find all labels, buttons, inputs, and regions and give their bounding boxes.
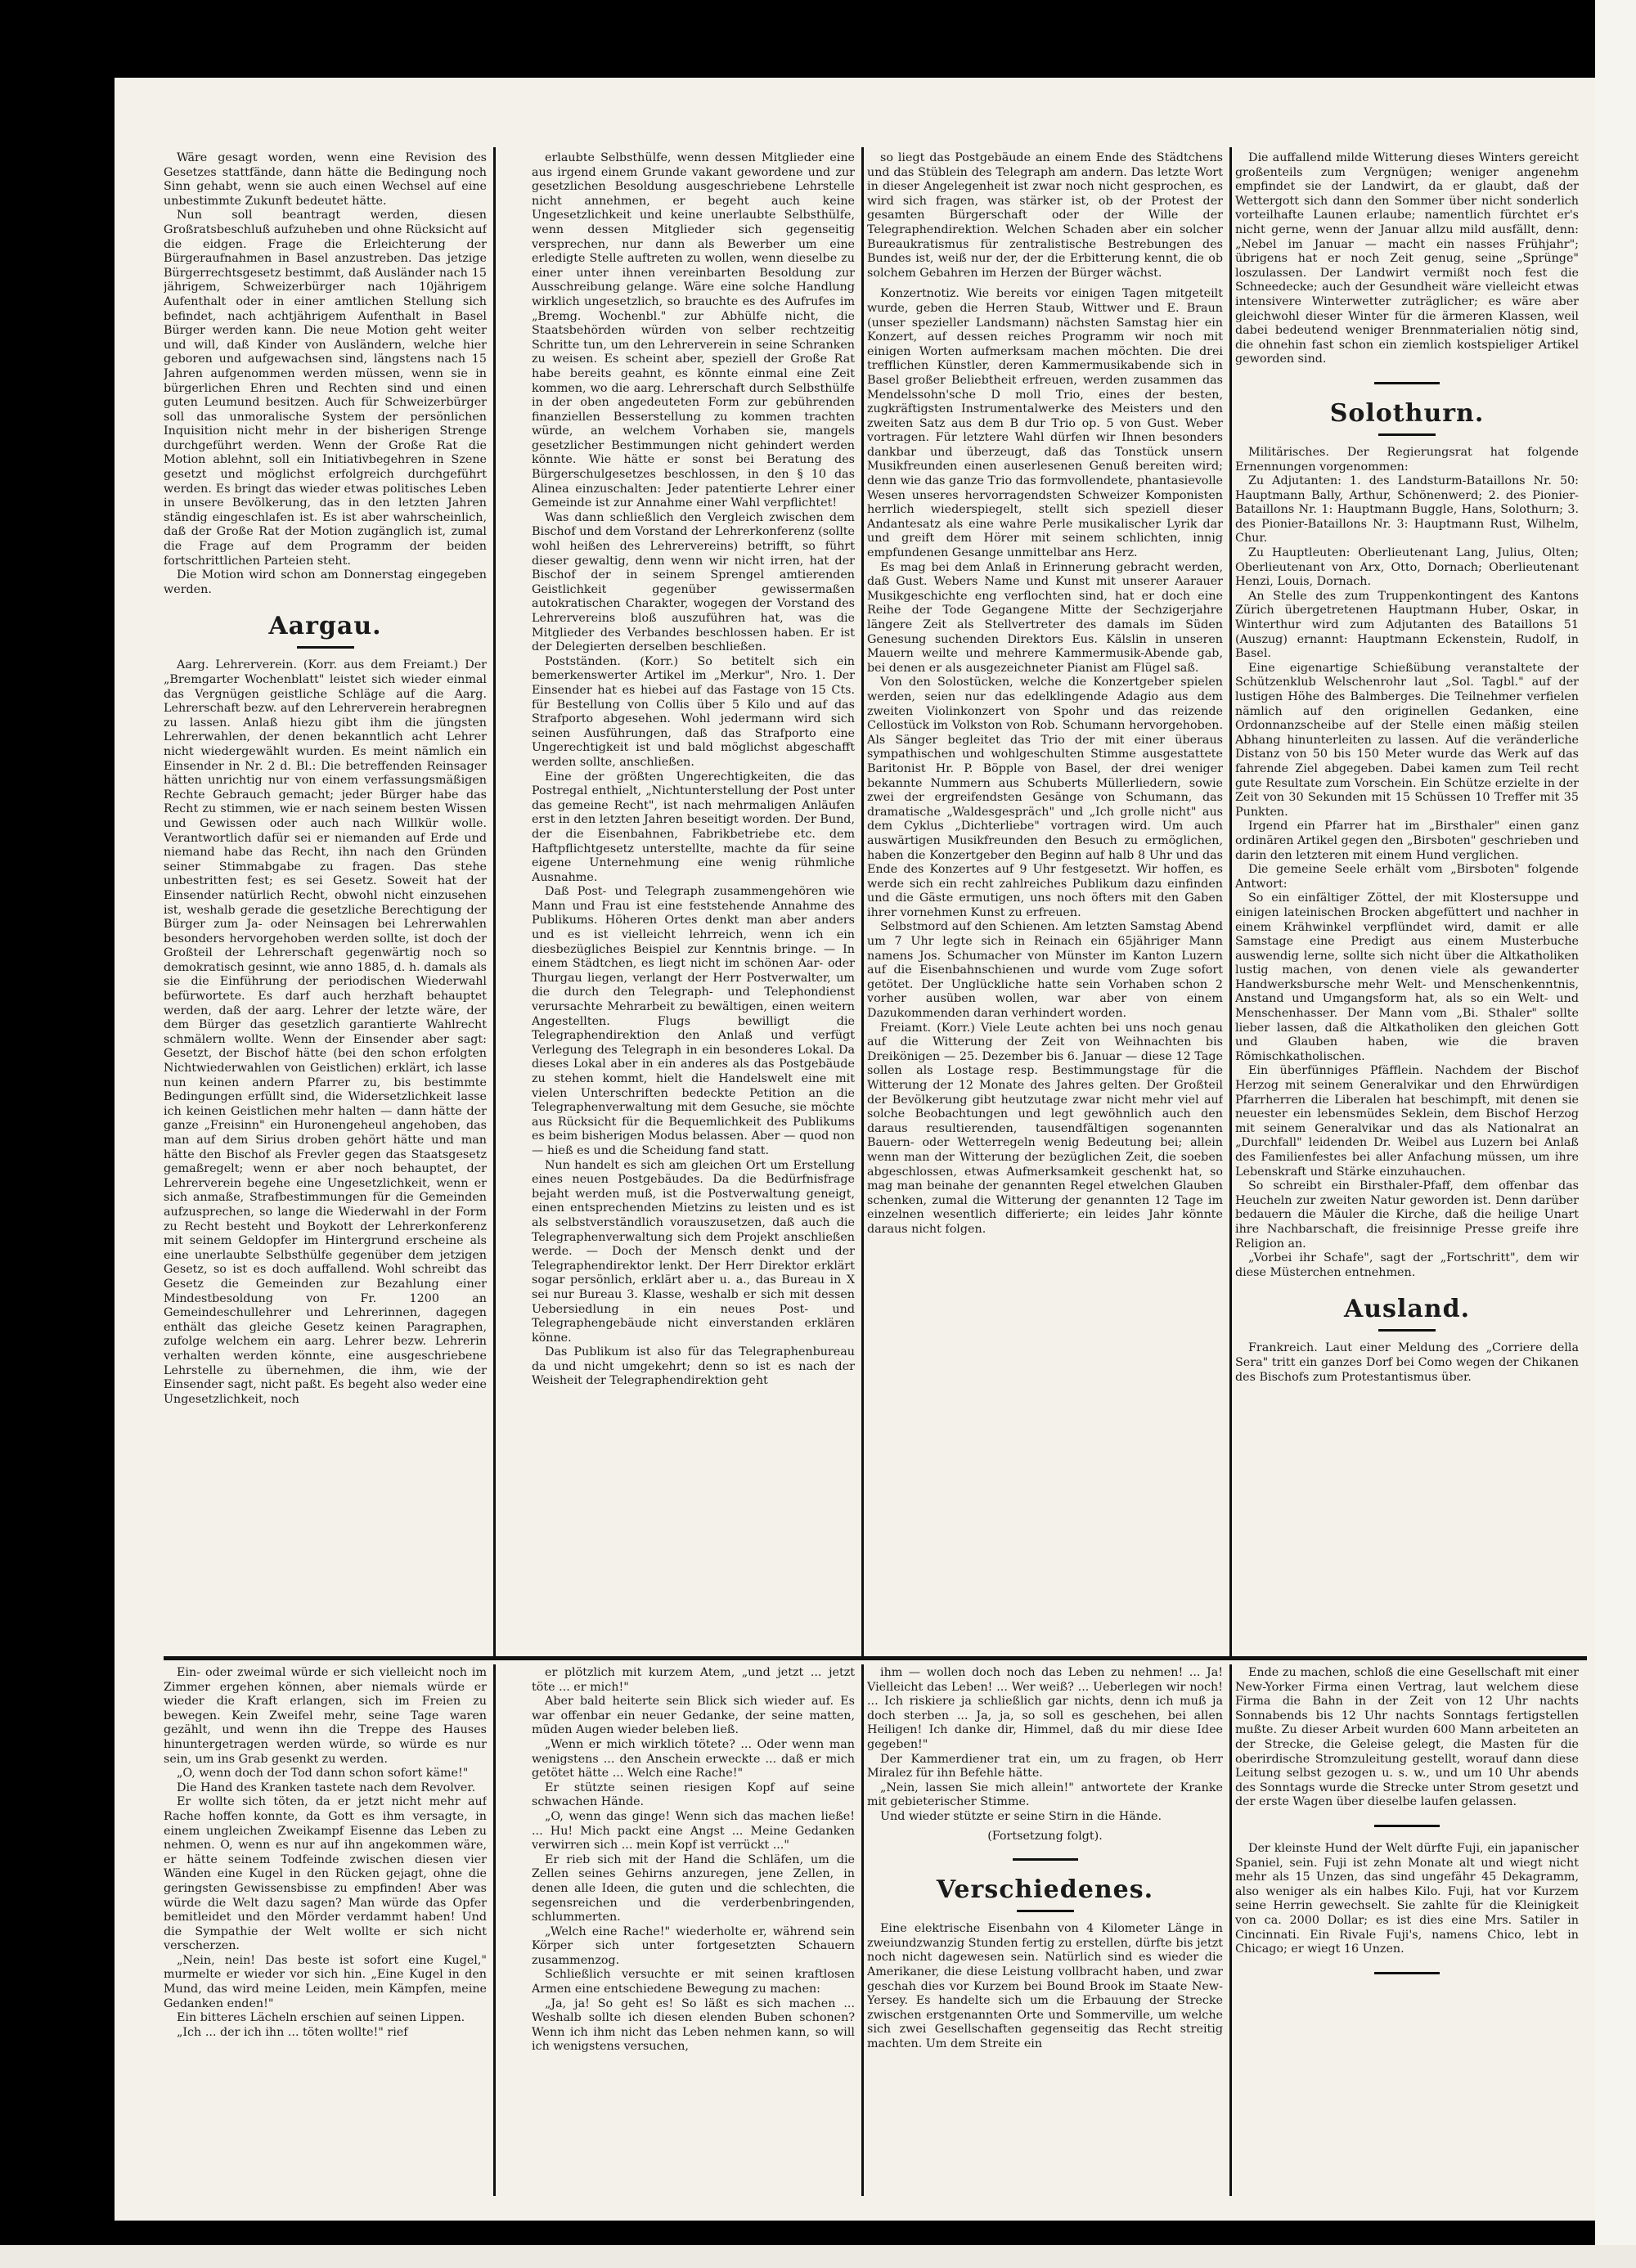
paragraph: „Wenn er mich wirklich tötete? ... Oder wenn man wenigstens ... den Anschein erweckte ... daß er mich getötet hätte ... Welch eine Rache!" [532,1737,855,1781]
paragraph: Von den Solostücken, welche die Konzertgeber spielen werden, seien nur das edelklingende Adagio aus dem zweiten Violinkonzert von Spohr und das reizende Cellostück im Volkston von Rob. Schumann hervorgehoben. Als Sänger begleitet das Trio der mit einer überaus sympathischen und wohlgeschulten Stimme ausgestattete Baritonist Hr. P. Böpple von Basel, der drei weniger bekannte Nummern aus Schuberts Müllerliedern, sowie zwei der ergreifendsten Gesänge von Schumann, das dramatische „Waldesgespräch" und „Ich grolle nicht" aus dem Cyklus „Dichterliebe" vortragen wird. Um auch auswärtigen Musikfreunden den Besuch zu ermöglichen, haben die Konzertgeber den Beginn auf halb 8 Uhr und das Ende des Konzertes auf 9 Uhr festgesetzt. Wir hoffen, es werde sich ein recht zahlreiches Publikum dazu einfinden und die Gäste ermutigen, uns noch öfters mit den Gaben ihrer vornehmen Kunst zu erfreuen. [867,676,1223,919]
paragraph: „Ja, ja! So geht es! So läßt es sich machen ... Weshalb sollte ich diesen elenden Buben schonen? Wenn ich ihm nicht das Leben nehmen kann, so will ich wenigstens versuchen, [532,1996,855,2054]
column-2 [532,151,855,1652]
article-konzertnotiz: Konzertnotiz. Wie bereits vor einigen Tagen mitgeteilt wurde, geben die Herren Staub, Wittwer und E. Braun (unser spezieller Landsmann) nächsten Samstag hier ein Konzert, auf dessen reiches Programm wir noch mit einigen Worten aufmerksam machen möchten. Die drei trefflichen Künstler, deren Kammermusikabende sich in Basel großer Beliebtheit erfreuen, werden zusammen das Mendelssohn'sche D moll Trio, eines der besten, zugkräftigsten Instrumentalwerke des Meisters und den zweiten Satz aus dem B dur Trio op. 5 von Gust. Weber vortragen. Für letztere Wahl dürfen wir Ihnen besonders dankbar und überzeugt, daß das Tonstück unsern Musikfreunden einen auserlesenen Genuß bereiten wird; denn wie das ganze Trio das formvollendete, phantasievolle Wesen unseres hervorragendsten Schweizer Komponisten herrlich wiederspiegelt, stellt sich speziell dieser Andantesatz als eine wahre Perle musikalischer Lyrik dar und greift dem Hörer mit seinem schlichten, innig empfundenen Gesange unmittelbar ans Herz. [867,287,1223,560]
column-rule [493,147,496,1656]
paragraph: So schreibt ein Birsthaler-Pfaff, dem offenbar das Heucheln zur zweiten Natur geworden ist. Denn darüber bedauern die Mäuler die Kirche, daß die heilige Unart ihre Nachbarschaft, die freisinnige Presse greife ihre Religion an. [1235,1179,1579,1251]
column-4 [1235,151,1579,1652]
section-heading: Ausland. [1235,1295,1579,1332]
paragraph: Nun handelt es sich am gleichen Ort um Erstellung eines neuen Postgebäudes. Da die Bedürfnisfrage bejaht werden muß, ist die Postverwaltung geneigt, einen entsprechenden Mietzins zu leisten und es ist als selbstverständlich vorauszusetzen, daß auch die Telegraphenverwaltung sich dem Projekt anschließen werde. — Doch der Mensch denkt und der Telegraphendirektor lenkt. Der Herr Direktor erklärt sogar persönlich, erklärt aber u. a., das Bureau in X sei nur Bureau 3. Klasse, weshalb er sich mit dessen Uebersiedlung in ein neues Post- und Telegraphengebäude nicht einverstanden erklären könne. [532,1158,855,1345]
paragraph: „O, wenn das ginge! Wenn sich das machen ließe! ... Hu! Mich packt eine Angst ... Meine Gedanken verwirren sich ... mein Kopf ist verrückt ..." [532,1809,855,1853]
article-kleinster-hund: Der kleinste Hund der Welt dürfte Fuji, ein japanischer Spaniel, sein. Fuji ist zehn Monate alt und wiegt nicht mehr als 15 Unzen, das sind ungefähr 45 Dekagramm, also weniger als ein halbes Kilo. Fuji, hat vor Kurzem seine Herrin gewechselt. Sie zahlte für die Kleinigkeit von ca. 2000 Dollar; es ist dies eine Mrs. Satiler in Cincinnati. Ein Rivale Fuji's, namens Chico, lebt in Chicago; er wiegt 16 Unzen. [1235,1841,1579,1956]
paragraph: Zu Adjutanten: 1. des Landsturm-Bataillons Nr. 50: Hauptmann Bally, Arthur, Schönenwerd; 2. des Pionier-Bataillons Nr. 1: Hauptmann Buggle, Hans, Solothurn; 3. des Pionier-Bataillons Nr. 3: Hauptmann Rust, Wilhelm, Chur. [1235,474,1579,546]
column-rule [861,1664,864,2196]
paragraph: er plötzlich mit kurzem Atem, „und jetzt ... jetzt töte ... er mich!" [532,1666,855,1694]
feuilleton-column-2 [532,1666,855,2194]
paragraph: Das Publikum ist also für das Telegraphenbureau da und nicht umgekehrt; denn so ist es nach der Weisheit der Telegraphendirektion geht [532,1345,855,1388]
column-rule [1229,1664,1232,2196]
article-schiessuebung: Eine eigenartige Schießübung veranstaltete der Schützenklub Welschenrohr laut „Sol. Tagbl." auf der lustigen Höhe des Balmberges. Die Teilnehmer verfielen nämlich auf den originellen Gedanken, eine Ordonnanzscheibe auf der Stelle einen mäßig steilen Abhang hinunterleiten zu lassen. Auf die veränderliche Distanz von 50 bis 150 Meter wurde das Werk auf das fahrende Ziel abgegeben. Dabei kamen zum Teil recht gute Resultate zum Vorschein. Ein Schütze erzielte in der Zeit von 30 Sekunden mit 15 Schüssen 10 Treffer mit 35 Punkten. [1235,661,1579,819]
article-pfaefflein: Ein überfünniges Pfäfflein. Nachdem der Bischof Herzog mit seinem Generalvikar und den Ehrwürdigen Pfarrherren die Liberalen hat beschimpft, mit denen sie neuester ein lebensmüdes Seklein, dem Bischof Herzog mit seinem Generalvikar und das als Nationalrat an „Durchfall" leidenden Dr. Weibel aus Luzern bei Anlaß des Familienfestes bei aller Anfachung müssen, um ihre Lebenskraft und Stärke einzuhauchen. [1235,1064,1579,1179]
divider [1374,1972,1440,1974]
column-rule [493,1664,496,2196]
paragraph: An Stelle des zum Truppenkontingent des Kantons Zürich übergetretenen Hauptmann Huber, Oskar, in Winterthur wird zum Adjutanten des Bataillons 51 (Auszug) ernannt: Hauptmann Eckenstein, Rudolf, in Basel. [1235,589,1579,661]
paragraph: Was dann schließlich den Vergleich zwischen dem Bischof und dem Vorstand der Lehrerkonferenz (sollte wohl heißen des Lehrervereins) betrifft, so führt dieser gewaltig, denn wenn wir nicht irren, hat der Bischof der in seinem Sprengel amtierenden Geistlichkeit gegenüber gewissermaßen autokratischen Charakter, wogegen der Vorstand des Lehrervereins bloß auszuführen hat, was die Mitglieder des Verbandes beschlossen haben. Er ist der Delegierten derselben beschließen. [532,510,855,654]
section-heading: Aargau. [164,612,487,649]
paragraph: erlaubte Selbsthülfe, wenn dessen Mitglieder eine aus irgend einem Grunde vakant gewordene und zur gesetzlichen Besoldung ausgeschriebene Lehrstelle nicht annehmen, er begeht auch keine Ungesetzlichkeit und keine unerlaubte Selbsthülfe, wenn dessen Mitglieder sich gegenseitig versprechen, nur dann als Bewerber um eine erledigte Stelle auftreten zu wollen, wenn dieselbe zu einer unter ihnen vereinbarten Besoldung zur Ausschreibung gelange. Wäre eine solche Handlung wirklich ungesetzlich, so brauchte es des Aufrufes im „Bremg. Wochenbl." zur Abhülfe nicht, die Staatsbehörden würden von selber rechtzeitig Schritte tun, um den Lehrerverein in seine Schranken zu weisen. Es scheint aber, speziell der Große Rat habe bereits geahnt, es könnte einmal eine Zeit kommen, wo die aarg. Lehrerschaft durch Selbsthülfe in der oben angedeuteten Form zur gebührenden finanziellen Besserstellung zu kommen trachten würde, an welchem Vorhaben sie, mangels gesetzlicher Bestimmungen nicht gehindert werden könnte. Wie hätte er sonst bei Beratung des Bürgerschulgesetzes beschlossen, in den § 10 das Alinea einzuschalten: Jeder patentierte Lehrer einer Gemeinde ist zur Annahme einer Wahl verpflichtet! [532,151,855,510]
column-rule [1229,147,1232,1656]
paragraph: „O, wenn doch der Tod dann schon sofort käme!" [177,1767,469,1781]
paragraph: Die Motion wird schon am Donnerstag eingegeben werden. [164,568,487,596]
paragraph: Eine der größten Ungerechtigkeiten, die das Postregal enthielt, „Nichtunterstellung der Post unter das gemeine Recht", ist nach mehrmaligen Anläufen erst in den letzten Jahren beseitigt worden. Der Bund, der die Eisenbahnen, Fabrikbetriebe etc. dem Haftpflichtgesetz unterstellte, machte da für seine eigene Unternehmung eine wenig rühmliche Ausnahme. [532,770,855,884]
section-heading: Verschiedenes. [867,1875,1223,1912]
article-selbstmord: Selbstmord auf den Schienen. Am letzten Samstag Abend um 7 Uhr legte sich in Reinach ein 65jähriger Mann namens Jos. Schumacher von Münster im Kanton Luzern auf die Eisenbahnschienen und wurde vom Zuge sofort getötet. Der Unglückliche hatte sein Vorhaben schon 2 vorher ausüben wollen, war aber von einem Dazukommenden daran verhindert worden. [867,920,1223,1021]
page-bottom-edge [0,2245,1636,2268]
paragraph: So ein einfältiger Zöttel, der mit Klostersuppe und einigen lateinischen Brocken abgefüttert und nachher in einem Krähwinkel verpflündet wird, damit er alle Samstage eine Predigt aus einem Musterbuche auswendig lerne, sollte sich nicht über die Altkatholiken lustig machen, von denen viele als gewanderter Handwerksbursche mehr Welt- und Menschenkenntnis, Anstand und Umgangsform hat, als so ein Welt- und Menschenhasser. Der Mann vom „Bi. Sthaler" sollte lieber lassen, daß die Altkatholiken den gleichen Gott und Glauben haben, wie die braven Römischkatholischen. [1235,891,1579,1063]
paragraph: Und wieder stützte er seine Stirn in die Hände. [880,1809,1162,1823]
paragraph: „Nein, lassen Sie mich allein!" antwortete der Kranke mit gebieterischer Stimme. [867,1781,1223,1809]
column-rule [861,147,864,1656]
paragraph: Aber bald heiterte sein Blick sich wieder auf. Es war offenbar ein neuer Gedanke, der seine matten, müden Augen wieder beleben ließ. [532,1695,855,1737]
paragraph: Der Kammerdiener trat ein, um zu fragen, ob Herr Miralez für ihn Befehle hätte. [867,1752,1223,1781]
paragraph: Zu Hauptleuten: Oberlieutenant Lang, Julius, Olten; Oberlieutenant von Arx, Otto, Dornach; Oberlieutenant Henzi, Louis, Dornach. [1235,546,1579,589]
feuilleton-column-3 [867,1666,1223,2194]
column-1 [164,151,487,1652]
paragraph: Die auffallend milde Witterung dieses Winters gereicht großenteils zum Vergnügen; weniger angenehm empfindet sie der Landwirt, da er glaubt, daß der Wettergott sich dann den Sommer über nicht sonderlich vorteilhafte Launen erlaube; namentlich fürchtet er's nicht gerne, wenn der Januar allzu mild ausfällt, denn: „Nebel im Januar — macht ein nasses Frühjahr"; übrigens hat er noch Zeit genug, seine „Sprünge" loszulassen. Der Landwirt vermißt noch fest die Schneedecke; auch der Gesundheit wäre vielleicht etwas intensivere Winterwetter zuträglicher; es wäre aber gleichwohl dieser Winter für die ärmeren Klassen, weil dabei bedeutend weniger Brennmaterialien nötig sind, die ohnehin fast schon ein ziemlich kostspieliger Artikel geworden sind. [1235,151,1579,366]
paragraph: Nun soll beantragt werden, diesen Großratsbeschluß aufzuheben und ohne Rücksicht auf die eidgen. Frage die Erleichterung der Bürgeraufnahmen in Basel anzustreben. Das jetzige Bürgerrechtsgesetz bestimmt, daß Ausländer nach 15 jährigem, Schweizerbürger nach 10jährigem Aufenthalt oder in einer amtlichen Stellung sich befindet, nach achtjährigem Aufenthalt in Basel Bürger werden kann. Die neue Motion geht weiter und will, daß Kinder von Ausländern, welche hier geboren und aufgewachsen sind, längstens nach 15 Jahren aufgenommen werden müssen, wenn sie in bürgerlichen Ehren und Rechten sind und einen guten Leumund besitzen. Auch für Schweizerbürger soll das unmoralische System der persönlichen Inquisition nicht mehr in der bisherigen Strenge durchgeführt werden. Wenn der Große Rat die Motion ablehnt, soll ein Initiativbegehren in Szene gesetzt und möglichst erfolgreich durchgeführt werden. Es bringt das wieder etwas politisches Leben in unsere Bevölkerung, das in den letzten Jahren ständig eingeschlafen ist. Es ist aber wahrscheinlich, daß der Große Rat der Motion zugänglich ist, zumal die Frage auf dem Programm der beiden fortschrittlichen Parteien steht. [164,209,487,568]
paragraph: Es mag bei dem Anlaß in Erinnerung gebracht werden, daß Gust. Webers Name und Kunst mit unserer Aarauer Musikgeschichte eng verflochten sind, hat er doch eine Reihe der Tode Gegangene Mitte der Sechzigerjahre längere Zeit als Stellvertreter des damals im Süden Genesung suchenden Direktors Eus. Kälslin in unseren Mauern weilte und mehrere Kammermusik-Abende gab, bei denen er als ausgezeichneter Pianist am Flügel saß. [867,560,1223,675]
section-heading: Solothurn. [1235,399,1579,436]
paragraph: Ein bitteres Lächeln erschien auf seinen Lippen. [177,2011,465,2025]
paragraph: ihm — wollen doch noch das Leben zu nehmen! ... Ja! Vielleicht das Leben! ... Wer weiß? ... Ueberlegen wir noch! ... Ich riskiere ja schließlich gar nichts, denn ich muß ja doch sterben ... Ja, ja, so soll es geschehen, bei allen Heiligen! Ich danke dir, Himmel, daß du mir diese Idee gegeben!" [867,1666,1223,1751]
continuation-note: (Fortsetzung folgt). [987,1829,1103,1843]
article-lehrerverein: Aarg. Lehrerverein. (Korr. aus dem Freiamt.) Der „Bremgarter Wochenblatt" leistet sich wieder einmal das Vergnügen geistliche Schläge auf die Aarg. Lehrerschaft bezw. auf den Lehrerverein herabregnen zu lassen. Anlaß hiezu gibt ihm die jüngsten Lehrerwahlen, der denen bekanntlich acht Lehrer nicht wiedergewählt wurden. Es meint nämlich ein Einsender in Nr. 2 d. Bl.: Die betreffenden Reinsager hätten unrichtig nur von einem verfassungsmäßigen Rechte Gebrauch gemacht; jeder Bürger habe das Recht zu stimmen, wie er nach seinem besten Wissen und Gewissen oder auch nach Willkür wolle. Verantwortlich dafür sei er niemanden auf Erde und niemand habe das Recht, ihn nach den Gründen seiner Stimmabgabe zu fragen. Das stehe unbestritten fest; es sei Gesetz. Soweit hat der Einsender natürlich Recht, obwohl nicht einzusehen ist, weshalb gerade die gesetzliche Berechtigung der Bürger zum Ja- oder Neinsagen bei Lehrerwahlen besonders hervorgehoben werden sollte, ist doch der Großteil der Lehrerschaft gegenwärtig noch so demokratisch gesinnt, wie anno 1885, d. h. damals als sie die Einführung der periodischen Wiederwahl befürwortete. Es darf auch herzhaft behauptet werden, daß der aarg. Lehrer der letzte wäre, der dem Bürger das gesetzlich garantierte Wahlrecht schmälern wollte. Wenn der Einsender aber sagt: Gesetzt, der Bischof hätte (bei den schon erfolgten Nichtwiederwahlen von Geistlichen) erklärt, ich lasse nun keinen andern Pfarrer zu, bis bestimmte Bedingungen erfüllt sind, die Widersetzlichkeit lasse ich keinen Geistlichen mehr halten — dann hätte der ganze „Freisinn" ein Huronengeheul angehoben, das man auf dem Sirius droben gehört hätte und man hätte den Bischof als Frevler gegen das Staatsgesetz gemaßregelt; wenn er aber noch behauptet, der Lehrerverein begehe eine Ungesetzlichkeit, wenn er sich anmaße, Strafbestimmungen für die Gemeinden aufzusprechen, so lange die Wiederwahl in der Form zu Recht besteht und Boykott der Lehrerkonferenz mit seinem Geldopfer im Hintergrund erscheine als eine unerlaubte Selbsthülfe gegenüber dem jetzigen Gesetz, so ist es doch auffallend. Wohl schreibt das Gesetz die Gemeinden zur Bezahlung einer Mindestbesoldung von Fr. 1200 an Gemeindeschullehrer und Lehrerinnen, dagegen enthält das gleiche Gesetz keinen Paragraphen, zufolge welchem ein aarg. Lehrer bezw. Lehrerin verhalten werden könnte, eine ausgeschriebene Lehrstelle zu übernehmen, die ihm, wie der Einsender sagt, nicht paßt. Es begeht also weder eine Ungesetzlichkeit, noch [164,658,487,1406]
article-pfarrer: Irgend ein Pfarrer hat im „Birsthaler" einen ganz ordinären Artikel gegen den „Birsboten" geschrieben und darin den letzteren mit einem Hund verglichen. [1235,820,1579,862]
paragraph: Daß Post- und Telegraph zusammengehören wie Mann und Frau ist eine feststehende Annahme des Publikums. Höheren Ortes denkt man aber anders und es ist vielleicht lehrreich, wenn ich ein diesbezügliches Beispiel zur Kenntnis bringe. — In einem Städtchen, es liegt nicht im schönen Aar- oder Thurgau liegen, verlangt der Herr Postverwalter, um die durch den Telegraph- und Telephondienst verursachte Mehrarbeit zu bewältigen, einen weitern Angestellten. Flugs bewilligt die Telegraphendirektion den Anlaß und verfügt Verlegung des Telegraph in ein besonderes Lokal. Da dieses Lokal aber in ein anderes als das Postgebäude zu stehen kommt, hielt die Handelswelt eine mit vielen Unterschriften bedeckte Petition an die Telegraphenverwaltung mit dem Gesuche, sie möchte aus Rücksicht für die Bequemlichkeit des Publikums es beim bisherigen Modus belassen. Aber — quod non — hieß es und die Scheidung fand statt. [532,885,855,1157]
paragraph: Er rieb sich mit der Hand die Schläfen, um die Zellen seines Gehirns anzuregen, jene Zellen, in denen alle Ideen, die guten und die schlechten, die segensreichen und die verderbenbringenden, schlummerten. [532,1853,855,1924]
paragraph: Ende zu machen, schloß die eine Gesellschaft mit einer New-Yorker Firma einen Vertrag, laut welchem diese Firma die Bahn in der Zeit von 12 Uhr nachts Sonnabends bis 12 Uhr nachts Sonntags fertigstellen mußte. Zu dieser Arbeit wurden 600 Mann arbeiteten an der Strecke, die Geleise gelegt, die Masten für die oberirdische Stromzuleitung gestellt, worauf dann diese Leitung selbst gezogen u. s. w., und um 10 Uhr abends des Sonntags wurde die Strecke unter Strom gesetzt und der erste Wagen über dieselbe laufen gelassen. [1235,1666,1579,1809]
paragraph: Er wollte sich töten, da er jetzt nicht mehr auf Rache hoffen konnte, da Gott es ihm versagte, in einem ungleichen Zweikampf Eisenne das Leben zu nehmen. O, wenn es nur auf ihn angekommen wäre, er hätte seinem Todfeinde zwischen diesen vier Wänden eine Kugel in den Rücken gejagt, ohne die geringsten Gewissensbisse zu empfinden! Aber was würde die Welt dazu sagen? Man würde das Opfer bemitleidet und den Mörder verdammt haben! Und die Sympathie der Welt wollte er sich nicht verscherzen. [164,1795,487,1953]
page-edge [1595,0,1636,2268]
feuilleton-column-1 [164,1666,487,2194]
paragraph: „Nein, nein! Das beste ist sofort eine Kugel," murmelte er wieder vor sich hin. „Eine Kugel in den Mund, das wird meine Leiden, mein Kämpfen, meine Gedanken enden!" [164,1953,487,2010]
paragraph: Er stützte seinen riesigen Kopf auf seine schwachen Hände. [532,1781,855,1809]
paragraph: „Welch eine Rache!" wiederholte er, während sein Körper sich unter fortgesetzten Schauern zusammenzog. [532,1924,855,1967]
paragraph: „Vorbei ihr Schafe", sagt der „Fortschritt", dem wir diese Müsterchen entnehmen. [1235,1251,1579,1279]
paragraph: Die gemeine Seele erhält vom „Birsboten" folgende Antwort: [1235,863,1579,891]
divider [1374,382,1440,384]
article-militaerisches: Militärisches. Der Regierungsrat hat folgende Ernennungen vorgenommen: [1235,445,1579,474]
paragraph: Die Hand des Kranken tastete nach dem Revolver. [177,1781,476,1794]
feuilleton-rule [164,1656,1587,1660]
paragraph: Wäre gesagt worden, wenn eine Revision des Gesetzes stattfände, dann hätte die Bedingung noch Sinn gehabt, wenn sie auch einen Wechsel auf eine unbestimmte Zukunft bedeutet hätte. [164,151,487,208]
divider [1013,1858,1078,1861]
paragraph: Ein- oder zweimal würde er sich vielleicht noch im Zimmer ergehen können, aber niemals würde er wieder die Kraft erlangen, sich im Freien zu bewegen. Kein Zweifel mehr, seine Tage waren gezählt, und wenn ihn die Treppe des Hauses hinuntergetragen werden würde, so würde es nur sein, um ins Grab gesenkt zu werden. [164,1666,487,1766]
divider [1374,1825,1440,1827]
paragraph: so liegt das Postgebäude an einem Ende des Städtchens und das Stüblein des Telegraph am andern. Das letzte Wort in dieser Angelegenheit ist zwar noch nicht gesprochen, es wird sich fragen, was stärker ist, ob der Protest der gesamten Bürgerschaft oder der Wille der Telegraphendirektion. Welchen Schaden aber ein solcher Bureaukratismus für zentralistische Bestrebungen des Bundes ist, weiß nur der, der die Erbitterung kennt, die ob solchem Gebahren im Herzen der Bürger wächst. [867,151,1223,280]
paragraph: Schließlich versuchte er mit seinen kraftlosen Armen eine entschiedene Bewegung zu machen: [532,1968,855,1996]
article-frankreich: Frankreich. Laut einer Meldung des „Corriere della Sera" tritt ein ganzes Dorf bei Como wegen der Chikanen des Bischofs zum Protestantismus über. [1235,1341,1579,1384]
paragraph: „Ich ... der ich ihn ... töten wollte!" rief [177,2025,408,2039]
column-3 [867,151,1223,1652]
article-poststaenden: Postständen. (Korr.) So betitelt sich ein bemerkenswerter Artikel im „Merkur", Nro. 1. Der Einsender hat es hiebei auf das Fastage von 15 Cts. für Bestellung von Collis über 5 Kilo und auf das Strafporto abgesehen. Wohl jedermann wird sich seinen Ausführungen, daß das Strafporto eine Ungerechtigkeit ist und bald möglichst abgeschafft werden sollte, anschließen. [532,654,855,769]
article-freiamt: Freiamt. (Korr.) Viele Leute achten bei uns noch genau auf die Witterung der Zeit von Weihnachten bis Dreikönigen — 25. Dezember bis 6. Januar — diese 12 Tage sollen als Lostage resp. Bestimmungstage für die Witterung der 12 Monate des Jahres gelten. Der Großteil der Bevölkerung gibt heutzutage zwar nicht mehr viel auf solche Beobachtungen und legt gewöhnlich auch den daraus resultierenden, tausendfältigen sogenannten Bauern- oder Wetterregeln wenig Bedeutung bei; allein wenn man der Witterung der bezüglichen Zeit, die soeben abgeschlossen, etwas Aufmerksamkeit geschenkt hat, so mag man beinahe der genannten Regel etwelchen Glauben schenken, zumal die Witterung der genannten 12 Tage im einzelnen wesentlich differierte; ein leides Jahr könnte daraus nicht folgen. [867,1021,1223,1236]
article-eisenbahn: Eine elektrische Eisenbahn von 4 Kilometer Länge in zweiundzwanzig Stunden fertig zu erstellen, dürfte bis jetzt noch nicht dagewesen sein. Natürlich sind es wieder die Amerikaner, die diese Leistung vollbracht haben, und zwar geschah dies vor Kurzem bei Bound Brook im Staate New-Yersey. Es handelte sich um die Erbauung der Strecke zwischen erstgenannten Orte und Sommerville, um welche sich zwei Gesellschaften gegenseitig das Recht streitig machten. Um dem Streite ein [867,1922,1223,2050]
feuilleton-column-4 [1235,1666,1579,2194]
